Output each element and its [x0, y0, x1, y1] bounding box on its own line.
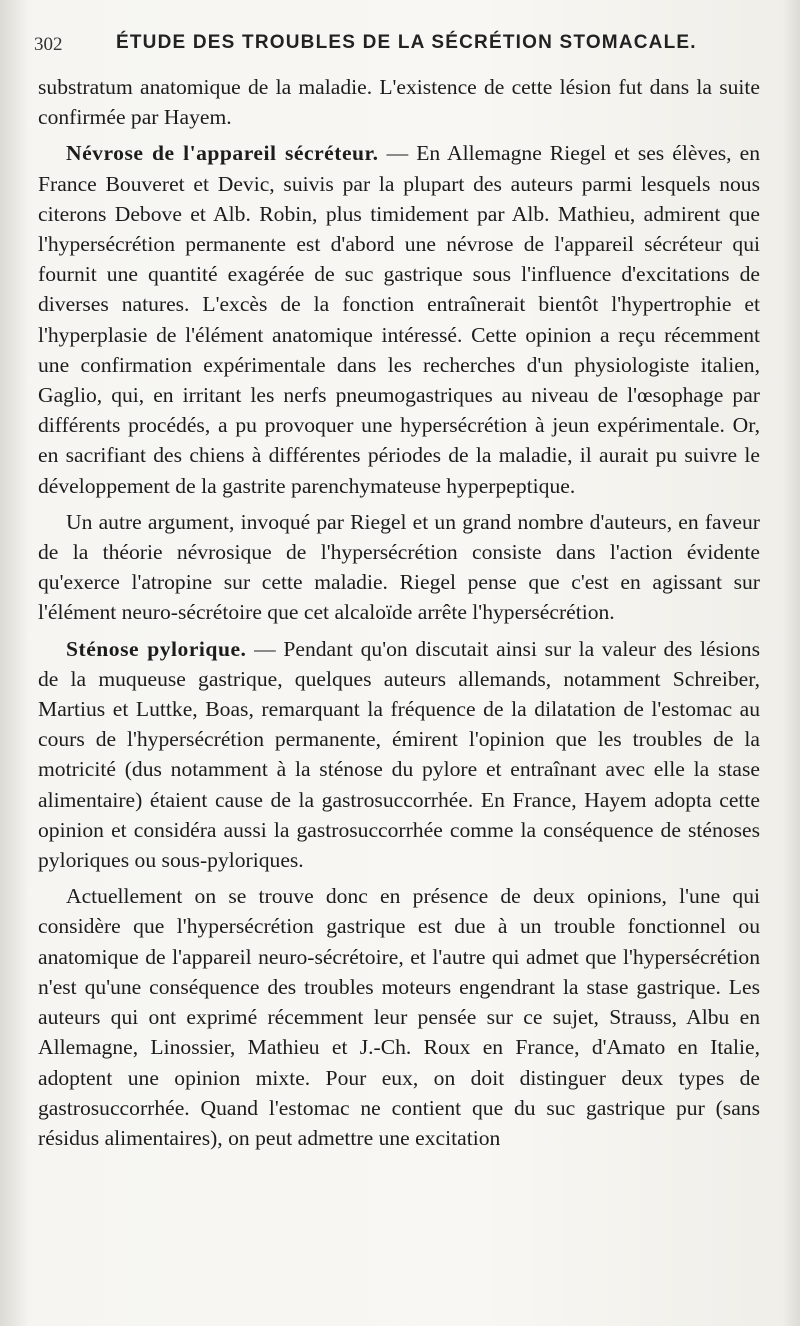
- paragraph-stenose: [38, 634, 760, 876]
- paragraph-nevrose: [38, 138, 760, 500]
- body-text: [38, 72, 760, 1153]
- paragraph-text: Actuellement on se trouve donc en présence de deux opinions, l'une qui considère que l'hypersécrétion gastrique est due à un trouble fonctionnel ou anatomique de l'appareil neuro-sécrétoire, et l'autre qui admet que l'hypersécrétion n'est qu'une conséquence des troubles moteurs engendrant la stase gastrique. Les auteurs qui ont exprimé récemment leur pensée sur ce sujet, Strauss, Albu en Allemagne, Linossier, Mathieu et J.-Ch. Roux en France, d'Amato en Italie, adoptent une opinion mixte. Pour eux, on doit distinguer deux types de gastrosuccorrhée. Quand l'estomac ne contient que du suc gastrique pur (sans résidus alimentaires), on peut admettre une excitation: [38, 884, 760, 1150]
- paragraph-text: Un autre argument, invoqué par Riegel et un grand nombre d'auteurs, en faveur de la théorie névrosique de l'hypersécrétion consiste dans l'action évidente qu'exerce l'atropine sur cette maladie. Riegel pense que c'est en agissant sur l'élément neuro-sécrétoire que cet alcaloïde arrête l'hypersécrétion.: [38, 509, 760, 625]
- page-edge-shadow: [782, 0, 800, 1326]
- section-heading-stenose: Sténose pylorique.: [66, 636, 247, 661]
- paragraph-text: — En Allemagne Riegel et ses élèves, en France Bouveret et Devic, suivis par la plupart des auteurs parmi lesquels nous citerons Debove et Alb. Robin, plus timidement par Alb. Mathieu, admirent que l'hypersécrétion permanente est d'abord une névrose de l'appareil sécréteur qui fournit une quantité exagérée de suc gastrique sous l'influence d'excitations de diverses natures. L'excès de la fonction entraînerait bientôt l'hypertrophie et l'hyperplasie de l'élément anatomique intéressé. Cette opinion a reçu récemment une confirmation expérimentale dans les recherches d'un physiologiste italien, Gaglio, qui, en irritant les nerfs pneumogastriques au niveau de l'œsophage par différents procédés, a pu provoquer une hypersécrétion à jeun expérimentale. Or, en sacrifiant des chiens à différentes périodes de la maladie, il aurait pu suivre le développement de la gastrite parenchymateuse hyperpeptique.: [38, 141, 760, 498]
- paragraph-continuation: [38, 72, 760, 132]
- paragraph-text: — Pendant qu'on discutait ainsi sur la valeur des lésions de la muqueuse gastrique, quelques auteurs allemands, notamment Schreiber, Martius et Luttke, Boas, remarquant la fréquence de la dilatation de l'estomac au cours de l'hypersécrétion permanente, émirent l'opinion que les troubles de la motricité (dus notamment à la sténose du pylore et entraînant avec elle la stase alimentaire) étaient cause de la gastrosuccorrhée. En France, Hayem adopta cette opinion et considéra aussi la gastrosuccorrhée comme la conséquence de sténoses pyloriques ou sous-pyloriques.: [38, 636, 760, 873]
- paragraph-actuellement: [38, 881, 760, 1153]
- section-heading-nevrose: Névrose de l'appareil sécréteur.: [66, 141, 379, 166]
- running-title: ÉTUDE DES TROUBLES DE LA SÉCRÉTION STOMACALE.: [116, 32, 697, 53]
- page-header: [34, 30, 754, 60]
- paragraph-atropine: [38, 507, 760, 628]
- page-number: 302: [34, 34, 63, 55]
- paragraph-text: substratum anatomique de la maladie. L'existence de cette lésion fut dans la suite confirmée par Hayem.: [38, 75, 760, 130]
